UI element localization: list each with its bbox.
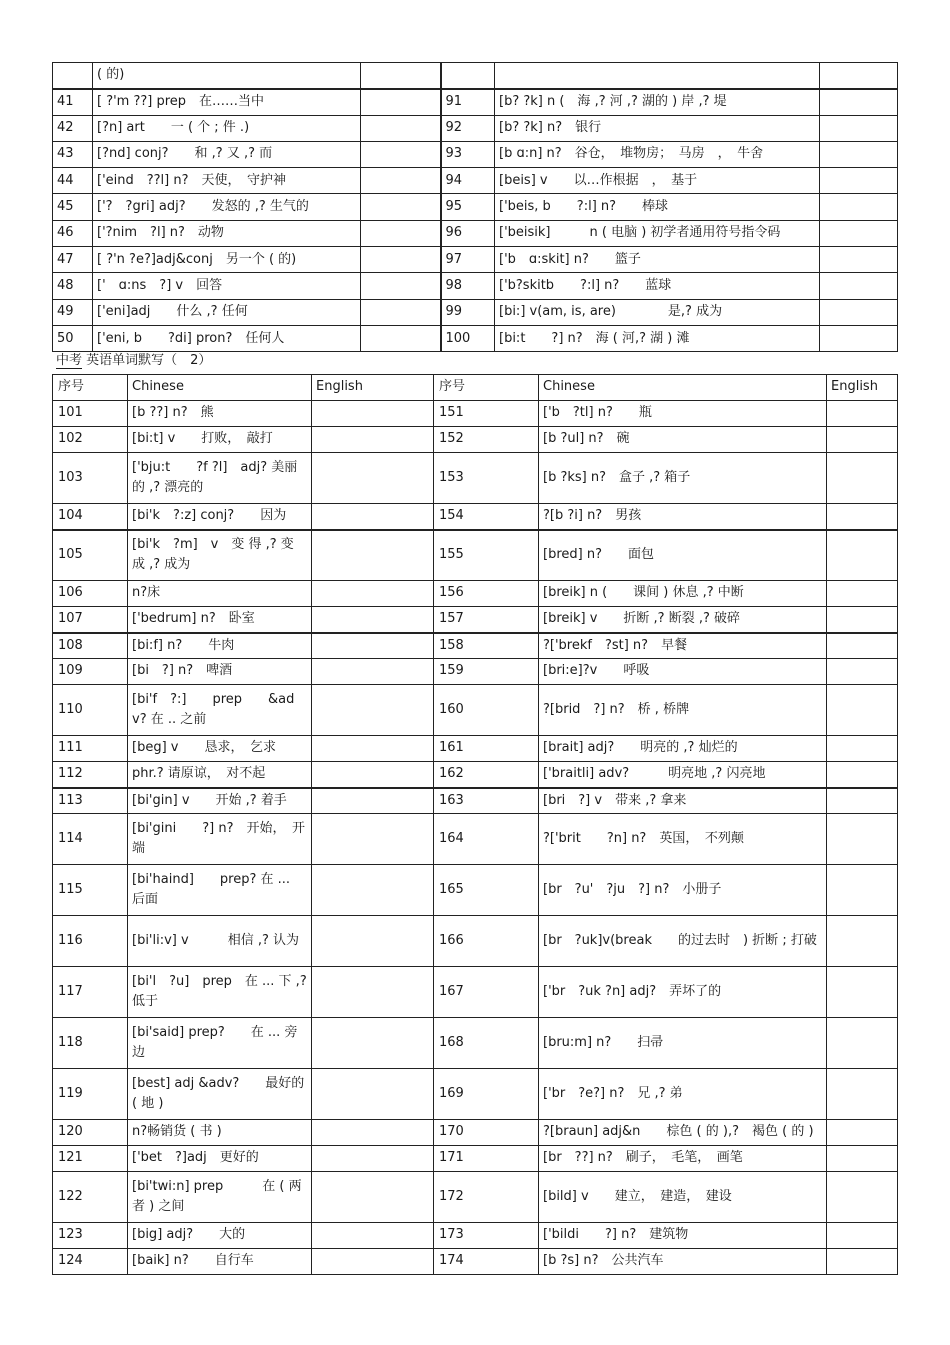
answer-cell — [827, 685, 898, 736]
definition-cell: [bi'li:v] v 相信 ,? 认为 — [128, 916, 312, 967]
answer-cell — [312, 633, 434, 659]
definition-cell: n?床 — [128, 581, 312, 607]
answer-cell — [820, 299, 898, 325]
answer-cell — [827, 1018, 898, 1069]
answer-cell — [361, 194, 441, 220]
table-row — [53, 453, 898, 504]
answer-cell — [312, 1018, 434, 1069]
definition-cell: [bi ?] n? 啤酒 — [128, 659, 312, 685]
answer-cell — [361, 141, 441, 167]
answer-cell — [820, 141, 898, 167]
num-cell: 111 — [53, 736, 128, 762]
definition-cell: [big] adj? 大的 — [128, 1223, 312, 1249]
num-cell: 151 — [434, 401, 539, 427]
answer-cell — [312, 685, 434, 736]
answer-cell — [827, 453, 898, 504]
num-cell: 160 — [434, 685, 539, 736]
table-row — [53, 762, 898, 788]
num-cell: 96 — [441, 220, 495, 246]
table-row — [53, 141, 898, 167]
answer-cell — [312, 788, 434, 814]
answer-cell — [827, 865, 898, 916]
answer-cell — [312, 659, 434, 685]
definition-cell: [bi'gini ?] n? 开始， 开端 — [128, 814, 312, 865]
definition-cell: [bild] v 建立， 建造， 建设 — [539, 1172, 827, 1223]
num-cell: 47 — [53, 247, 93, 273]
num-cell: 97 — [441, 247, 495, 273]
num-cell: 118 — [53, 1018, 128, 1069]
definition-cell: [ ?'m ??] prep 在……当中 — [93, 89, 361, 115]
answer-cell — [312, 401, 434, 427]
answer-cell — [312, 865, 434, 916]
num-cell: 50 — [53, 325, 93, 351]
answer-cell — [820, 89, 898, 115]
num-cell: 105 — [53, 530, 128, 581]
definition-cell: [b? ?k] n? 银行 — [495, 115, 820, 141]
definition-cell: [bi:t ?] n? 海 ( 河,? 湖 ) 滩 — [495, 325, 820, 351]
answer-cell — [827, 659, 898, 685]
answer-cell — [361, 325, 441, 351]
definition-cell: [br ??] n? 刷子， 毛笔， 画笔 — [539, 1146, 827, 1172]
definition-cell: [beis] v 以…作根据 ， 基于 — [495, 168, 820, 194]
table-row — [53, 607, 898, 633]
table-row — [53, 1223, 898, 1249]
definition-cell: ['braitli] adv? 明亮地 ,? 闪亮地 — [539, 762, 827, 788]
answer-cell — [827, 736, 898, 762]
num-cell: 117 — [53, 967, 128, 1018]
definition-cell: [b ??] n? 熊 — [128, 401, 312, 427]
num-cell: 166 — [434, 916, 539, 967]
definition-cell: [brait] adj? 明亮的 ,? 灿烂的 — [539, 736, 827, 762]
answer-cell — [820, 220, 898, 246]
num-cell: 95 — [441, 194, 495, 220]
answer-cell — [820, 325, 898, 351]
table-row — [53, 1146, 898, 1172]
answer-cell — [827, 1223, 898, 1249]
definition-cell: ['beisik] n ( 电脑 ) 初学者通用符号指令码 — [495, 220, 820, 246]
section-title: 中考 英语单词默写（ 2） — [56, 353, 212, 368]
answer-cell — [361, 89, 441, 115]
num-cell: 161 — [434, 736, 539, 762]
table-row — [53, 1069, 898, 1120]
num-cell — [53, 63, 93, 89]
answer-cell — [827, 1069, 898, 1120]
header-num-right: 序号 — [434, 375, 539, 401]
definition-cell: [bi'haind] prep? 在 ... 后面 — [128, 865, 312, 916]
num-cell: 159 — [434, 659, 539, 685]
num-cell: 114 — [53, 814, 128, 865]
definition-cell: ( 的) — [93, 63, 361, 89]
definition-cell: [?nd] conj? 和 ,? 又 ,? 而 — [93, 141, 361, 167]
table-row — [53, 63, 898, 89]
table-row — [53, 967, 898, 1018]
num-cell: 42 — [53, 115, 93, 141]
answer-cell — [361, 220, 441, 246]
num-cell: 158 — [434, 633, 539, 659]
answer-cell — [827, 401, 898, 427]
answer-cell — [827, 1146, 898, 1172]
definition-cell: [br ?u' ?ju ?] n? 小册子 — [539, 865, 827, 916]
definition-cell: [bi'gin] v 开始 ,? 着手 — [128, 788, 312, 814]
num-cell: 107 — [53, 607, 128, 633]
num-cell: 109 — [53, 659, 128, 685]
table-row — [53, 115, 898, 141]
num-cell: 49 — [53, 299, 93, 325]
definition-cell: ['bet ?]adj 更好的 — [128, 1146, 312, 1172]
num-cell: 124 — [53, 1249, 128, 1275]
definition-cell: ['?nim ?l] n? 动物 — [93, 220, 361, 246]
definition-cell: [b ?ks] n? 盒子 ,? 箱子 — [539, 453, 827, 504]
answer-cell — [827, 1120, 898, 1146]
definition-cell: ['b ?tl] n? 瓶 — [539, 401, 827, 427]
definition-cell: [ ?'n ?e?]adj&conj 另一个 ( 的) — [93, 247, 361, 273]
definition-cell: ['eni, b ?di] pron? 任何人 — [93, 325, 361, 351]
num-cell: 152 — [434, 427, 539, 453]
vocab-table-part-2 — [52, 374, 898, 1275]
num-cell: 93 — [441, 141, 495, 167]
num-cell: 169 — [434, 1069, 539, 1120]
answer-cell — [827, 1249, 898, 1275]
table-row — [53, 633, 898, 659]
answer-cell — [827, 762, 898, 788]
answer-cell — [312, 581, 434, 607]
header-english-right: English — [827, 375, 898, 401]
answer-cell — [820, 247, 898, 273]
answer-cell — [312, 814, 434, 865]
answer-cell — [312, 530, 434, 581]
definition-cell: [bri ?] v 带来 ,? 拿来 — [539, 788, 827, 814]
num-cell: 164 — [434, 814, 539, 865]
table-row — [53, 1172, 898, 1223]
num-cell: 123 — [53, 1223, 128, 1249]
num-cell: 155 — [434, 530, 539, 581]
answer-cell — [361, 247, 441, 273]
definition-cell: ?[b ?i] n? 男孩 — [539, 504, 827, 530]
definition-cell: [breik] n ( 课间 ) 休息 ,? 中断 — [539, 581, 827, 607]
table-header-row — [53, 375, 898, 401]
definition-cell: n?畅销货 ( 书 ) — [128, 1120, 312, 1146]
num-cell: 48 — [53, 273, 93, 299]
table-row — [53, 220, 898, 246]
definition-cell: [bi'f ?:] prep &adv? 在 .. 之前 — [128, 685, 312, 736]
table-row — [53, 659, 898, 685]
header-chinese-right: Chinese — [539, 375, 827, 401]
num-cell: 92 — [441, 115, 495, 141]
definition-cell: ['beis, b ?:l] n? 棒球 — [495, 194, 820, 220]
num-cell: 121 — [53, 1146, 128, 1172]
definition-cell: ?['brit ?n] n? 英国， 不列颠 — [539, 814, 827, 865]
answer-cell — [827, 504, 898, 530]
answer-cell — [312, 427, 434, 453]
table-row — [53, 194, 898, 220]
answer-cell — [312, 504, 434, 530]
answer-cell — [361, 273, 441, 299]
definition-cell: ['bju:t ?f ?l] adj? 美丽的 ,? 漂亮的 — [128, 453, 312, 504]
definition-cell: ['eni]adj 什么 ,? 任何 — [93, 299, 361, 325]
num-cell: 91 — [441, 89, 495, 115]
num-cell: 100 — [441, 325, 495, 351]
definition-cell: ['bedrum] n? 卧室 — [128, 607, 312, 633]
table-row — [53, 1120, 898, 1146]
header-chinese-left: Chinese — [128, 375, 312, 401]
num-cell — [441, 63, 495, 89]
definition-cell: [beg] v 恳求， 乞求 — [128, 736, 312, 762]
table-row — [53, 247, 898, 273]
num-cell: 99 — [441, 299, 495, 325]
answer-cell — [827, 916, 898, 967]
definition-cell: [breik] v 折断 ,? 断裂 ,? 破碎 — [539, 607, 827, 633]
num-cell: 103 — [53, 453, 128, 504]
definition-cell: ['eind ??l] n? 天使， 守护神 — [93, 168, 361, 194]
num-cell: 102 — [53, 427, 128, 453]
table-row — [53, 273, 898, 299]
num-cell: 44 — [53, 168, 93, 194]
num-cell: 94 — [441, 168, 495, 194]
definition-cell: ['? ?gri] adj? 发怒的 ,? 生气的 — [93, 194, 361, 220]
table-row — [53, 325, 898, 351]
definition-cell: [baik] n? 自行车 — [128, 1249, 312, 1275]
definition-cell: [b ?s] n? 公共汽车 — [539, 1249, 827, 1275]
answer-cell — [312, 1120, 434, 1146]
definition-cell: [bi'k ?m] v 变 得 ,? 变 成 ,? 成为 — [128, 530, 312, 581]
definition-cell: phr.? 请原谅， 对不起 — [128, 762, 312, 788]
answer-cell — [312, 1223, 434, 1249]
num-cell: 115 — [53, 865, 128, 916]
answer-cell — [312, 736, 434, 762]
table-row — [53, 401, 898, 427]
definition-cell: [bri:e]?v 呼吸 — [539, 659, 827, 685]
num-cell: 113 — [53, 788, 128, 814]
definition-cell: [bi:] v(am, is, are) 是,? 成为 — [495, 299, 820, 325]
definition-cell: [best] adj &adv? 最好的 ( 地 ) — [128, 1069, 312, 1120]
answer-cell — [312, 762, 434, 788]
definition-cell: [bi'said] prep? 在 ... 旁边 — [128, 1018, 312, 1069]
answer-cell — [361, 115, 441, 141]
definition-cell: ?[brid ?] n? 桥 , 桥牌 — [539, 685, 827, 736]
num-cell: 106 — [53, 581, 128, 607]
num-cell: 162 — [434, 762, 539, 788]
answer-cell — [312, 453, 434, 504]
definition-cell — [495, 63, 820, 89]
answer-cell — [827, 814, 898, 865]
answer-cell — [827, 427, 898, 453]
table-row — [53, 916, 898, 967]
definition-cell: ['b?skitb ?:l] n? 蓝球 — [495, 273, 820, 299]
answer-cell — [312, 1146, 434, 1172]
num-cell: 167 — [434, 967, 539, 1018]
answer-cell — [827, 1172, 898, 1223]
num-cell: 116 — [53, 916, 128, 967]
num-cell: 122 — [53, 1172, 128, 1223]
num-cell: 104 — [53, 504, 128, 530]
answer-cell — [820, 273, 898, 299]
answer-cell — [827, 607, 898, 633]
definition-cell: ['br ?e?] n? 兄 ,? 弟 — [539, 1069, 827, 1120]
definition-cell: [bi'k ?:z] conj? 因为 — [128, 504, 312, 530]
vocab-table-part-1 — [52, 62, 898, 352]
table-row — [53, 427, 898, 453]
num-cell: 154 — [434, 504, 539, 530]
table-row — [53, 865, 898, 916]
definition-cell: ['br ?uk ?n] adj? 弄坏了的 — [539, 967, 827, 1018]
num-cell: 45 — [53, 194, 93, 220]
definition-cell: ?['brekf ?st] n? 早餐 — [539, 633, 827, 659]
table-row — [53, 89, 898, 115]
definition-cell: [b? ?k] n ( 海 ,? 河 ,? 湖的 ) 岸 ,? 堤 — [495, 89, 820, 115]
table-row — [53, 504, 898, 530]
num-cell: 108 — [53, 633, 128, 659]
definition-cell: [bi:t] v 打败， 敲打 — [128, 427, 312, 453]
answer-cell — [827, 633, 898, 659]
num-cell: 157 — [434, 607, 539, 633]
table-row — [53, 814, 898, 865]
answer-cell — [312, 607, 434, 633]
answer-cell — [361, 168, 441, 194]
answer-cell — [820, 194, 898, 220]
answer-cell — [312, 1069, 434, 1120]
definition-cell: [bi'twi:n] prep 在 ( 两者 ) 之间 — [128, 1172, 312, 1223]
definition-cell: [b ?ul] n? 碗 — [539, 427, 827, 453]
table-row — [53, 168, 898, 194]
table-row — [53, 530, 898, 581]
num-cell: 153 — [434, 453, 539, 504]
answer-cell — [827, 788, 898, 814]
num-cell: 112 — [53, 762, 128, 788]
table-row — [53, 1249, 898, 1275]
num-cell: 101 — [53, 401, 128, 427]
table-row — [53, 299, 898, 325]
definition-cell: [bru:m] n? 扫帚 — [539, 1018, 827, 1069]
num-cell: 119 — [53, 1069, 128, 1120]
table-row — [53, 581, 898, 607]
answer-cell — [827, 967, 898, 1018]
answer-cell — [312, 1249, 434, 1275]
num-cell: 156 — [434, 581, 539, 607]
answer-cell — [820, 63, 898, 89]
num-cell: 98 — [441, 273, 495, 299]
definition-cell: ?[braun] adj&n 棕色 ( 的 ),? 褐色 ( 的 ) — [539, 1120, 827, 1146]
answer-cell — [820, 115, 898, 141]
definition-cell: [b ɑ:n] n? 谷仓， 堆物房； 马房 ， 牛舍 — [495, 141, 820, 167]
definition-cell: ['b ɑ:skit] n? 篮子 — [495, 247, 820, 273]
num-cell: 41 — [53, 89, 93, 115]
answer-cell — [827, 530, 898, 581]
num-cell: 174 — [434, 1249, 539, 1275]
answer-cell — [827, 581, 898, 607]
num-cell: 168 — [434, 1018, 539, 1069]
definition-cell: [' ɑ:ns ?] v 回答 — [93, 273, 361, 299]
definition-cell: [bi'l ?u] prep 在 ... 下 ,? 低于 — [128, 967, 312, 1018]
num-cell: 110 — [53, 685, 128, 736]
num-cell: 172 — [434, 1172, 539, 1223]
header-english-left: English — [312, 375, 434, 401]
header-num-left: 序号 — [53, 375, 128, 401]
num-cell: 171 — [434, 1146, 539, 1172]
answer-cell — [312, 916, 434, 967]
definition-cell: [bred] n? 面包 — [539, 530, 827, 581]
definition-cell: [bi:f] n? 牛肉 — [128, 633, 312, 659]
table-row — [53, 1018, 898, 1069]
definition-cell: [br ?uk]v(break 的过去时 ) 折断 ; 打破 — [539, 916, 827, 967]
num-cell: 46 — [53, 220, 93, 246]
table-row — [53, 685, 898, 736]
num-cell: 165 — [434, 865, 539, 916]
answer-cell — [312, 967, 434, 1018]
table-row — [53, 788, 898, 814]
table-row — [53, 736, 898, 762]
answer-cell — [361, 299, 441, 325]
answer-cell — [361, 63, 441, 89]
definition-cell: [?n] art 一 ( 个 ; 件 .) — [93, 115, 361, 141]
definition-cell: ['bildi ?] n? 建筑物 — [539, 1223, 827, 1249]
num-cell: 170 — [434, 1120, 539, 1146]
num-cell: 43 — [53, 141, 93, 167]
num-cell: 173 — [434, 1223, 539, 1249]
answer-cell — [312, 1172, 434, 1223]
num-cell: 120 — [53, 1120, 128, 1146]
answer-cell — [820, 168, 898, 194]
num-cell: 163 — [434, 788, 539, 814]
